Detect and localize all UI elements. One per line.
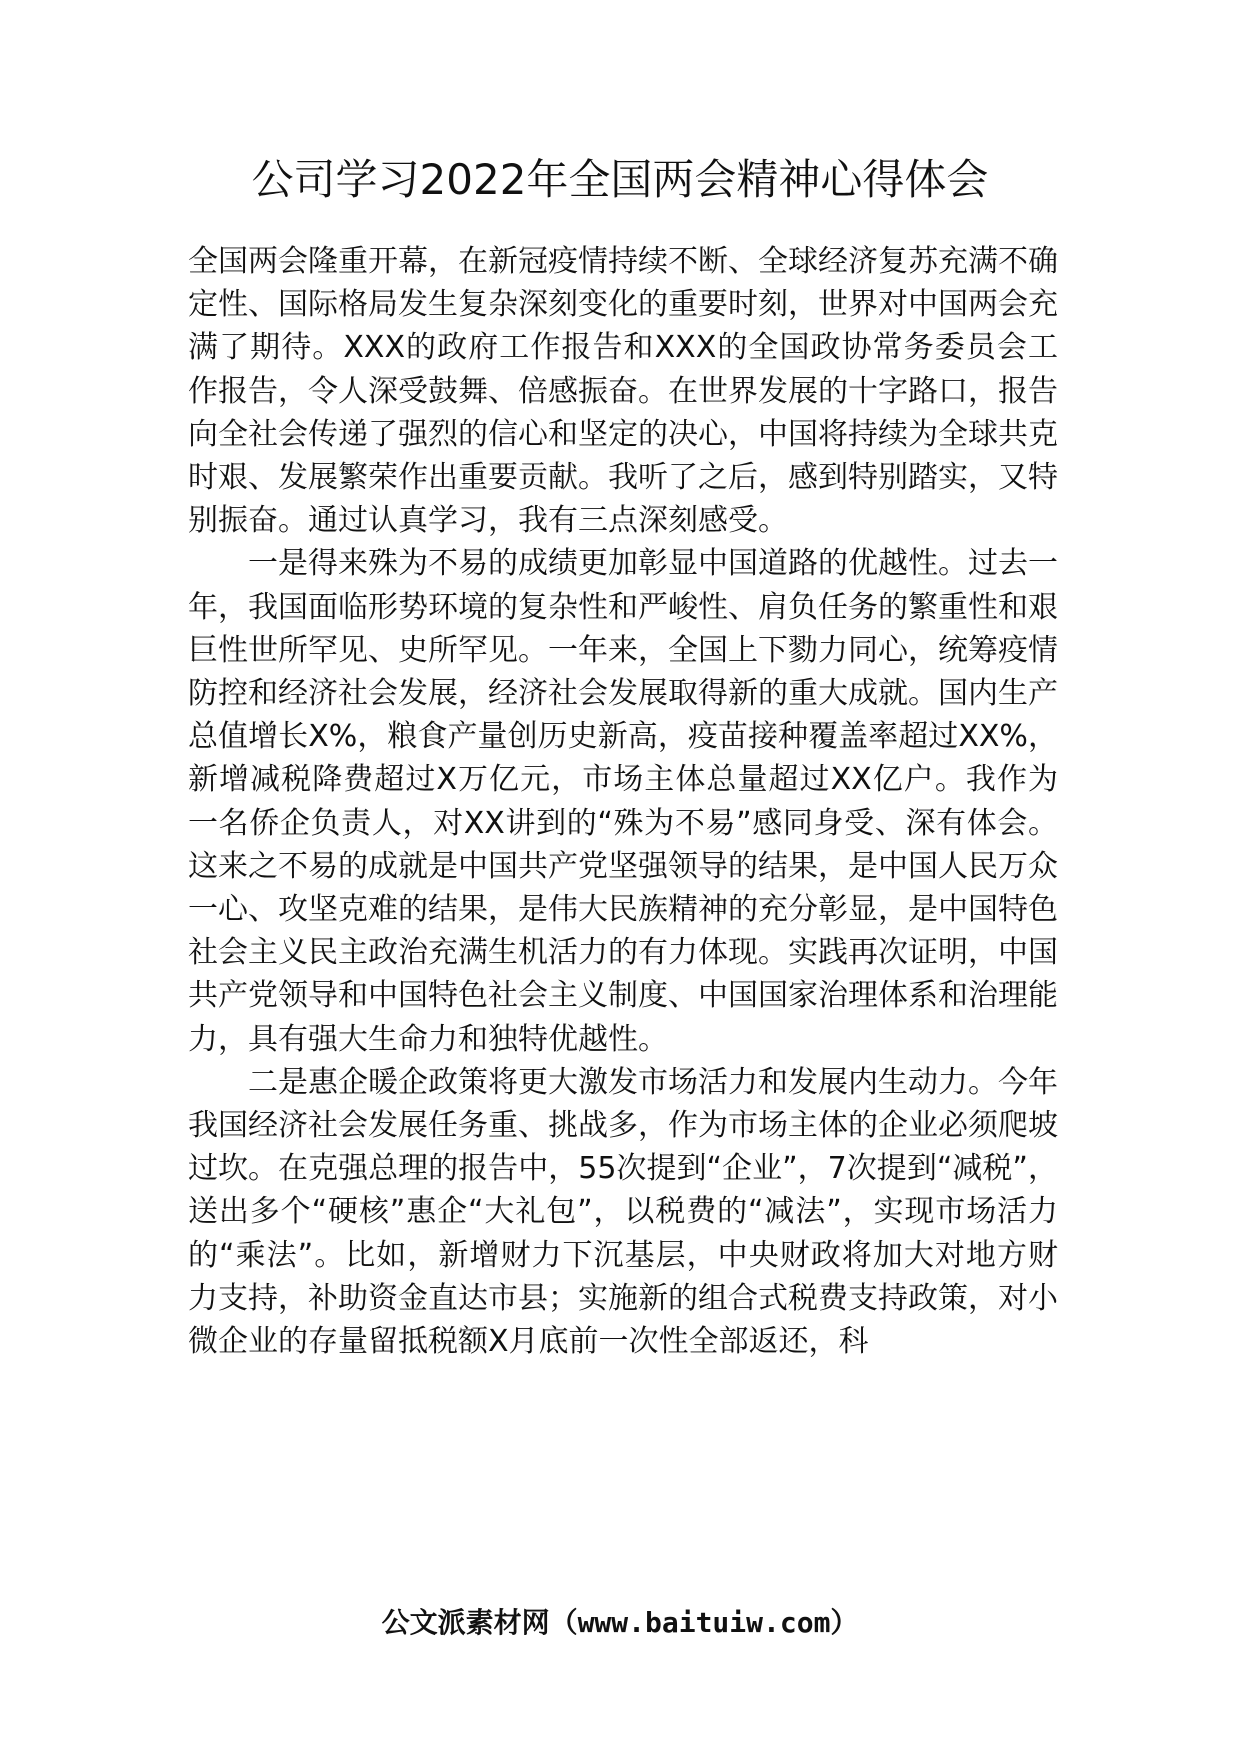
footer-source: 公文派素材网（www.baituiw.com） [381,1606,859,1639]
document-title: 公司学习2022年全国两会精神心得体会 [251,155,989,204]
paragraph-point-two: 二是惠企暖企政策将更大激发市场活力和发展内生动力。今年我国经济社会发展任务重、挑战多，作为市场主体的企业必须爬坡过坎。在克强总理的报告中，55次提到“企业”，7次提到“减税”，送出多个“硬核”惠企“大礼包”，以税费的“减法”，实现市场活力的“乘法”。比如，新增财力下沉基层，中央财政将加大对地方财力支持，补助资金直达市县；实施新的组合式税费支持政策，对小微企业的存量留抵税额X月底前一次性全部返还，科 [188,1064,1058,1360]
paragraph-intro: 全国两会隆重开幕，在新冠疫情持续不断、全球经济复苏充满不确定性、国际格局发生复杂深刻变化的重要时刻，世界对中国两会充满了期待。XXX的政府工作报告和XXX的全国政协常务委员会工作报告，令人深受鼓舞、倍感振奋。在世界发展的十字路口，报告向全社会传递了强烈的信心和坚定的决心，中国将持续为全球共克时艰、发展繁荣作出重要贡献。我听了之后，感到特别踏实，又特别振奋。通过认真学习，我有三点深刻感受。 [188,244,1058,539]
document-body [188,240,1058,1363]
paragraph-point-one: 一是得来殊为不易的成绩更加彰显中国道路的优越性。过去一年，我国面临形势环境的复杂性和严峻性、肩负任务的繁重性和艰巨性世所罕见、史所罕见。一年来，全国上下勠力同心，统筹疫情防控和经济社会发展，经济社会发展取得新的重大成就。国内生产总值增长X%，粮食产量创历史新高，疫苗接种覆盖率超过XX%，新增减税降费超过X万亿元，市场主体总量超过XX亿户。我作为一名侨企负责人，对XX讲到的“殊为不易”感同身受、深有体会。这来之不易的成就是中国共产党坚强领导的结果，是中国人民万众一心、攻坚克难的结果，是伟大民族精神的充分彰显，是中国特色社会主义民主政治充满生机活力的有力体现。实践再次证明，中国共产党领导和中国特色社会主义制度、中国国家治理体系和治理能力，具有强大生命力和独特优越性。 [188,546,1058,1057]
